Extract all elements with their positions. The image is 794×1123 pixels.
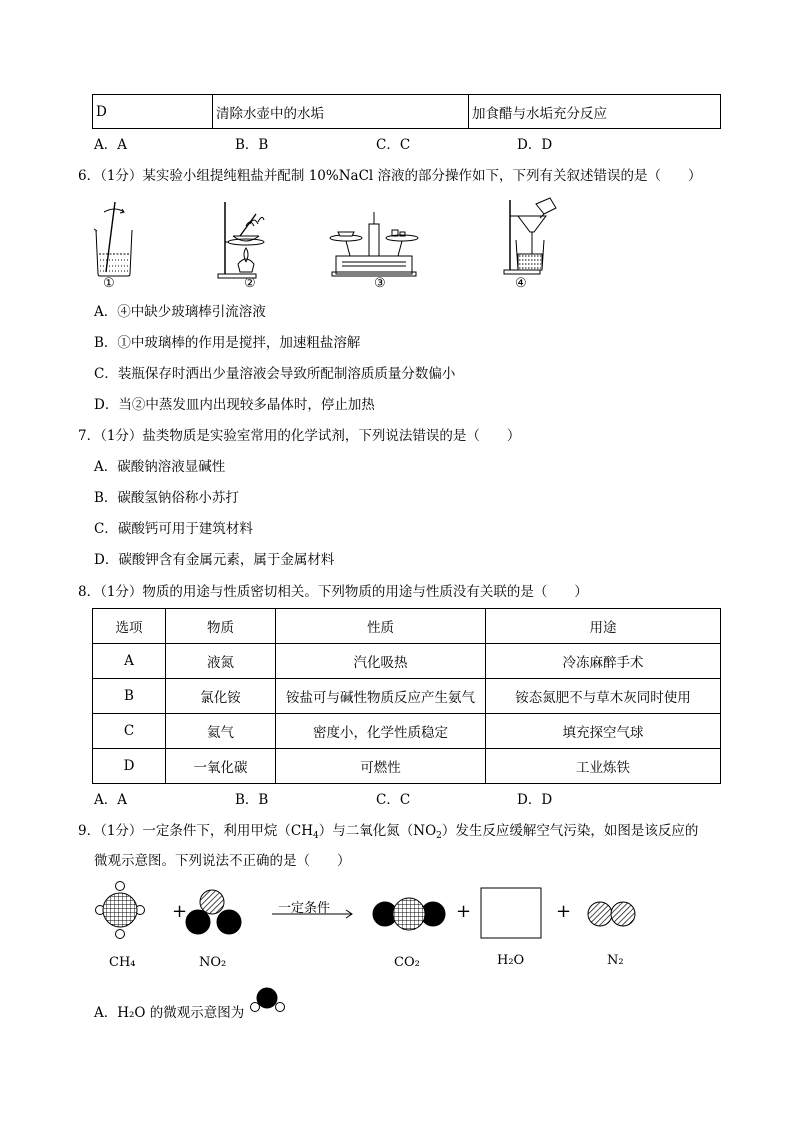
table-cell: 液氮 bbox=[166, 644, 276, 679]
table-cell: B bbox=[93, 679, 166, 714]
table-cell: 清除水壶中的水垢 bbox=[213, 95, 469, 129]
table-cell: 冷冻麻醉手术 bbox=[486, 644, 721, 679]
stem-text: ）与二氧化氮（NO bbox=[318, 823, 437, 839]
table-cell: 一氧化碳 bbox=[166, 749, 276, 784]
methane-molecule-icon bbox=[96, 882, 145, 939]
plus-sign: + bbox=[456, 901, 472, 922]
header-cell: 用途 bbox=[486, 609, 721, 644]
carbon-dioxide-molecule-icon bbox=[373, 898, 445, 930]
q8-options bbox=[94, 791, 658, 809]
q6-option-d: D．当②中蒸发皿内出现较多晶体时，停止加热 bbox=[94, 397, 375, 413]
q6-option-a: A．④中缺少玻璃棒引流溶液 bbox=[94, 304, 266, 320]
figure-label: ② bbox=[244, 276, 256, 291]
q6-option-c: C．装瓶保存时洒出少量溶液会导致所配制溶质质量分数偏小 bbox=[94, 366, 456, 382]
table-row bbox=[93, 679, 721, 714]
figure-label: ① bbox=[103, 276, 115, 291]
option: D．D bbox=[517, 137, 553, 153]
table-cell: D bbox=[93, 749, 166, 784]
table-cell: 氦气 bbox=[166, 714, 276, 749]
table-cell: 铵态氮肥不与草木灰同时使用 bbox=[486, 679, 721, 714]
q7-option-c: C．碳酸钙可用于建筑材料 bbox=[94, 521, 253, 537]
q7-option-d: D．碳酸钾含有金属元素，属于金属材料 bbox=[94, 552, 335, 568]
q7-option-a: A．碳酸钠溶液显碱性 bbox=[94, 459, 226, 475]
header-cell: 选项 bbox=[93, 609, 166, 644]
stem-text: ）发生反应缓解空气污染，如图是该反应的 bbox=[441, 823, 699, 839]
option: A．A bbox=[94, 792, 127, 808]
option: B．B bbox=[235, 792, 269, 808]
table-row bbox=[93, 95, 721, 129]
balance-scale-icon bbox=[330, 212, 418, 276]
species-label: NO₂ bbox=[199, 955, 227, 970]
q6-apparatus-figure bbox=[88, 196, 568, 282]
plus-sign: + bbox=[172, 901, 188, 922]
h2o-blank-box bbox=[481, 888, 541, 938]
nitrogen-dioxide-molecule-icon bbox=[186, 890, 241, 934]
table-cell: 加食醋与水垢充分反应 bbox=[469, 95, 721, 129]
option: C．C bbox=[376, 137, 411, 153]
table-cell: 氯化铵 bbox=[166, 679, 276, 714]
figure-label: ③ bbox=[374, 276, 386, 291]
q9-stem-line2: 微观示意图。下列说法不正确的是（ ） bbox=[94, 853, 351, 869]
subscript: 4 bbox=[313, 831, 319, 841]
answer-table-continued bbox=[92, 94, 721, 129]
header-cell: 物质 bbox=[166, 609, 276, 644]
option: D．D bbox=[517, 792, 553, 808]
table-cell: D bbox=[93, 95, 213, 129]
species-label: H₂O bbox=[497, 953, 525, 968]
q6-stem: 6．（1分）某实验小组提纯粗盐并配制 10%NaCl 溶液的部分操作如下，下列有关叙述错误的是（ ） bbox=[78, 168, 702, 184]
table-cell: 填充探空气球 bbox=[486, 714, 721, 749]
evaporation-setup-icon bbox=[218, 202, 264, 278]
stem-text: 9．（1分）一定条件下，利用甲烷（CH bbox=[78, 823, 314, 839]
reaction-condition: 一定条件 bbox=[278, 901, 331, 916]
table-row bbox=[93, 714, 721, 749]
species-label: CO₂ bbox=[394, 955, 420, 970]
filtration-setup-icon bbox=[504, 198, 556, 274]
q8-table bbox=[92, 608, 721, 784]
figure-label: ④ bbox=[515, 276, 527, 291]
table-cell: 密度小，化学性质稳定 bbox=[276, 714, 486, 749]
nitrogen-molecule-icon bbox=[588, 902, 635, 926]
q6-option-b: B．①中玻璃棒的作用是搅拌，加速粗盐溶解 bbox=[94, 335, 361, 351]
table-row bbox=[93, 749, 721, 784]
option: A．A bbox=[94, 137, 127, 153]
q9-stem-line1 bbox=[78, 822, 698, 845]
species-label: CH₄ bbox=[109, 955, 136, 970]
header-cell: 性质 bbox=[276, 609, 486, 644]
q7-option-b: B．碳酸氢钠俗称小苏打 bbox=[94, 490, 239, 506]
table-cell: A bbox=[93, 644, 166, 679]
q5-options bbox=[94, 136, 658, 154]
table-row bbox=[93, 644, 721, 679]
option: C．C bbox=[376, 792, 411, 808]
plus-sign: + bbox=[556, 901, 572, 922]
option: B．B bbox=[235, 137, 269, 153]
table-cell: 可燃性 bbox=[276, 749, 486, 784]
beaker-stirring-icon bbox=[94, 202, 132, 276]
species-label: N₂ bbox=[607, 953, 624, 968]
q9-option-a: A．H₂O 的微观示意图为 bbox=[94, 1005, 245, 1021]
water-molecule-icon bbox=[247, 985, 289, 1017]
table-cell: 汽化吸热 bbox=[276, 644, 486, 679]
table-cell: 铵盐可与碱性物质反应产生氨气 bbox=[276, 679, 486, 714]
subscript: 2 bbox=[436, 831, 442, 841]
table-cell: 工业炼铁 bbox=[486, 749, 721, 784]
q7-stem: 7．（1分）盐类物质是实验室常用的化学试剂，下列说法错误的是（ ） bbox=[78, 428, 521, 444]
table-header-row bbox=[93, 609, 721, 644]
table-cell: C bbox=[93, 714, 166, 749]
q8-stem: 8．（1分）物质的用途与性质密切相关。下列物质的用途与性质没有关联的是（ ） bbox=[78, 584, 588, 600]
